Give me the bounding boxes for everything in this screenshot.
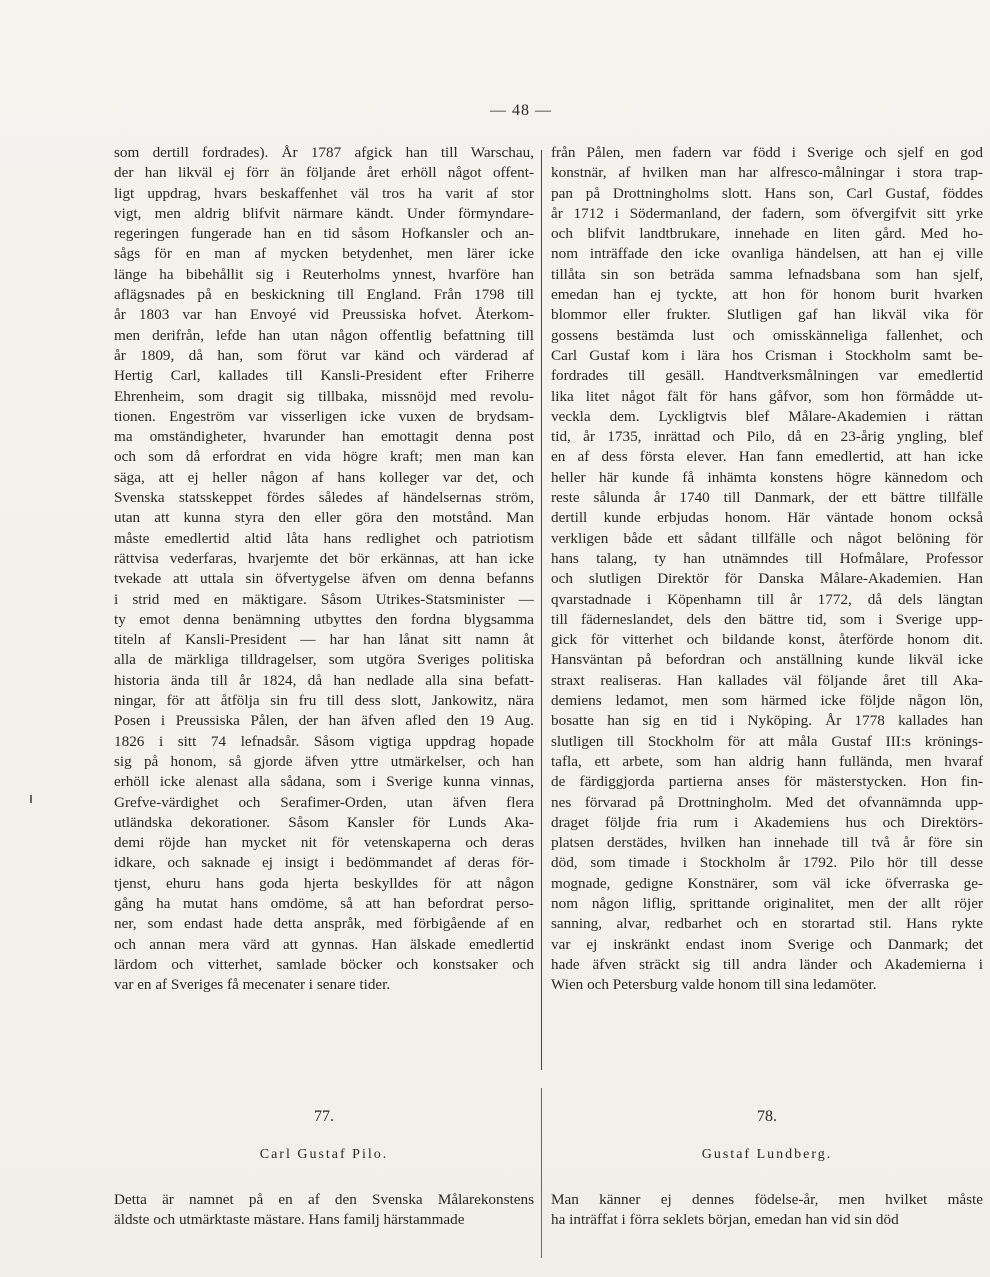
section-title: Gustaf Lundberg. [701,1147,833,1163]
text-line: nom någon liflig, sprittande originalitet, men der allt röjer [551,894,983,912]
text-line: tjenst, ehuru hans goda hjerta beskylldes för att någon [114,874,534,892]
text-line: Svenska statsskeppet fördes således af händelsernas ström, [114,489,534,507]
section-text-line: ha inträffat i förra seklets början, emedan han vid sin död [551,1210,899,1228]
text-line: och som då erfordrat en vida högre kraft; men man kan [114,448,534,466]
text-line: tionen. Engeström var visserligen icke vuxen de brydsam- [114,407,534,425]
text-line: platsen derstädes, hvilken han innehade till två år före sin [551,834,983,852]
text-line: sanning, alvar, redbarhet och en storartad stil. Hans rykte [551,915,983,933]
text-line: slutligen till Stockholm för att måla Gustaf III:s krönings- [551,732,983,750]
text-line: reste sålunda år 1740 till Danmark, der ett bättre tillfälle [551,489,983,507]
text-line: 1826 i sitt 74 lefnadsår. Såsom vigtiga uppdrag hopade [114,732,534,750]
text-line: Ehrenheim, som dragit sig tillbaka, missnöjd med revolu- [114,387,534,405]
text-line: blommor eller frukter. Slutligen gaf han likväl vika för [551,306,983,324]
text-line: der han likväl ej förr än följande året erhöll något offent- [114,164,534,182]
text-line: en af dess första elever. Han fann emedlertid, att han icke [551,448,983,466]
right-column [551,143,983,995]
text-line: historia ända till år 1824, då han nedlade alla sina befatt- [114,671,534,689]
text-line: måste emedlertid altid låta hans redlighet och patriotism [114,529,534,547]
text-line: vigt, men aldrig blifvit närmare kändt. Under förmyndare- [114,204,534,222]
text-line: erhöll icke alenast alla sådana, som i Sverige kunna vinnas, [114,773,534,791]
text-line: men derifrån, lefde han utan någon offentlig befattning till [114,326,534,344]
text-line: pan på Drottningholms slott. Hans son, Carl Gustaf, föddes [551,184,983,202]
text-line: fordrades till gesäll. Handtverksmålningen var emedlertid [551,367,983,385]
text-line: år 1712 i Södermanland, der fadern, som öfvergifvit sitt yrke [551,204,983,222]
text-line: sågs för en man af mycken betydenhet, men lärer icke [114,245,534,263]
text-line: aflägsnades på en beskickning till England. Från 1798 till [114,286,534,304]
text-line: straxt realiseras. Han kallades väl följande året till Aka- [551,671,983,689]
text-line: Wien och Petersburg valde honom till sina ledamöter. [551,976,877,994]
text-line: mognade, gedigne Konstnärer, som väl icke öfverraska ge- [551,874,983,892]
text-line: och annan mera värd att gynnas. Han älskade emedlertid [114,935,534,953]
section-number: 77. [314,1108,334,1125]
text-line: ner, som endast hade detta anspråk, med förbigående af en [114,915,534,933]
text-line: gång ha mutat hans omdöme, så att han befordrat perso- [114,894,534,912]
text-line: som dertill fordrades). År 1787 afgick han till Warschau, [114,144,534,161]
text-line: ligt uppdrag, hvars beskaffenhet väl tros ha varit af stor [114,184,534,202]
text-line: lika litet något fält för hans gåfvor, som hon förmådde ut- [551,387,983,405]
text-line: regeringen fungerade han en tid såsom Hofkansler och an- [114,225,534,243]
text-line: verkligen både ett sådant tillfälle och något belöning för [551,529,983,547]
text-line: tafla, ett arbete, som han aldrig hann fullända, men hvaraf [551,752,983,770]
section-number: 78. [757,1108,777,1125]
text-line: år 1803 var han Envoyé vid Preussiska hofvet. Återkom- [114,306,534,324]
text-line: från Pålen, men fadern var född i Sverige och sjelf en god [551,144,983,161]
text-line: Carl Gustaf kom i lära hos Crisman i Stockholm samt be- [551,346,983,364]
text-line: och blifvit landtbrukare, innehade en liten gård. Med ho- [551,225,983,243]
text-line: länge ha bibehållit sig i Reuterholms ynnest, hvarföre han [114,265,534,283]
text-line: var ej inskränkt endast inom Sverige och Danmark; det [551,935,983,953]
text-line: alla de märkliga tilldragelser, som utgöra Sveriges politiska [114,651,534,669]
text-line: gick för vitterhet och bildande konst, återförde honom dit. [551,631,983,649]
text-line: nes förvarad på Drottningholm. Med det ofvannämnda upp- [551,793,983,811]
page-number: — 48 — [490,102,552,119]
text-line: till fäderneslandet, dels den bättre tid, som i Sverige upp- [551,610,983,628]
text-line: utan att kunna styra den eller göra den motstånd. Man [114,509,534,527]
margin-mark [30,795,32,803]
text-line: säga, att ej heller någon af hans kolleger var det, och [114,468,534,486]
text-line: Posen i Preussiska Pålen, der han äfven afled den 19 Aug. [114,712,534,730]
section-77 [114,1107,534,1230]
text-line: år 1809, då han, som förut var känd och värderad af [114,346,534,364]
section-divider [541,1088,542,1258]
text-line: Hansväntan på befordran och anställning kunde likväl icke [551,651,983,669]
text-line: tillåta sin son beträda samma lefnadsbana som han sjelf, [551,265,983,283]
left-column [114,143,534,995]
text-line: rättvisa vederfaras, hvarjemte det bör erkännas, att han icke [114,549,534,567]
text-line: konstnär, af hvilken man har alfresco-målningar i stora trap- [551,164,983,182]
text-line: död, som timade i Stockholm år 1792. Pilo hör till desse [551,854,983,872]
text-line: demiens ledamot, men som härmed icke följde någon lön, [551,692,983,710]
text-line: qvarstadnade i Köpenhamn till år 1772, då dels längtan [551,590,983,608]
text-line: i strid med en mäktigare. Såsom Utrikes-Statsminister — [114,590,534,608]
section-title: Carl Gustaf Pilo. [259,1147,389,1163]
text-line: dertill kunde erbjudas honom. Här väntade honom också [551,509,983,527]
text-line: titeln af Kansli-President — har han lånat sitt namn åt [114,631,534,649]
text-line: draget följde fria rum i Akademiens hus och Direktörs- [551,813,983,831]
text-line: och slutligen Direktör för Danska Målare-Akademien. Han [551,570,983,588]
text-line: ma omständigheter, hvarunder han emottagit denna post [114,428,534,446]
section-text-line: Detta är namnet på en af den Svenska Målarekonstens [114,1190,534,1208]
text-line: demi röjde han mycket nit för vetenskaperna och deras [114,834,534,852]
text-line: nom inträffade den icke ovanliga händelsen, att han ej ville [551,245,983,263]
text-line: tvekade att uttala sin öfvertygelse äfven om denna befanns [114,570,534,588]
text-line: veckla dem. Lyckligtvis blef Målare-Akademien i rättan [551,407,983,425]
section-text-line: Man känner ej dennes födelse-år, men hvilket måste [551,1190,983,1208]
text-line: lärdom och vitterhet, samlade böcker och konstsaker och [114,955,534,973]
text-line: gossens bestämda lust och omisskänneliga fallenhet, och [551,326,983,344]
text-line: ningar, för att åtfölja sin fru till dess slott, Jankowitz, nära [114,692,534,710]
column-divider [541,150,542,1070]
text-line: ty emot denna benämning utbyttes den fordna blygsamma [114,610,534,628]
text-line: var en af Sveriges få mecenater i senare tider. [114,976,391,994]
section-78 [551,1107,983,1230]
text-line: hans talang, ty han utnämndes till Hofmålare, Professor [551,549,983,567]
text-line: de färdiggjorda partierna anses för mästerstycken. Hon fin- [551,773,983,791]
text-line: utländska dekorationer. Såsom Kansler för Lunds Aka- [114,813,534,831]
text-line: bosatte han sig en tid i Nyköping. År 1778 kallades han [551,712,983,730]
text-line: sig på honom, så gjorde äfven yttre utmärkelser, och han [114,752,534,770]
text-line: idkare, och saknade ej insigt i bedömmandet af deras för- [114,854,534,872]
text-line: Grefve-värdighet och Serafimer-Orden, utan äfven flera [114,793,534,811]
text-line: tid, år 1735, inrättad och Pilo, då en 23-årig yngling, blef [551,428,983,446]
section-text-line: äldste och utmärktaste mästare. Hans familj härstammade [114,1210,465,1228]
text-line: heller här kunde få inhämta konstens högre kännedom och [551,468,983,486]
text-line: hade äfven sträckt sig till andra länder och Akademierna i [551,955,983,973]
text-line: emedan han ej tyckte, att hon för honom burit hvarken [551,286,983,304]
text-line: Hertig Carl, kallades till Kansli-President efter Friherre [114,367,534,385]
